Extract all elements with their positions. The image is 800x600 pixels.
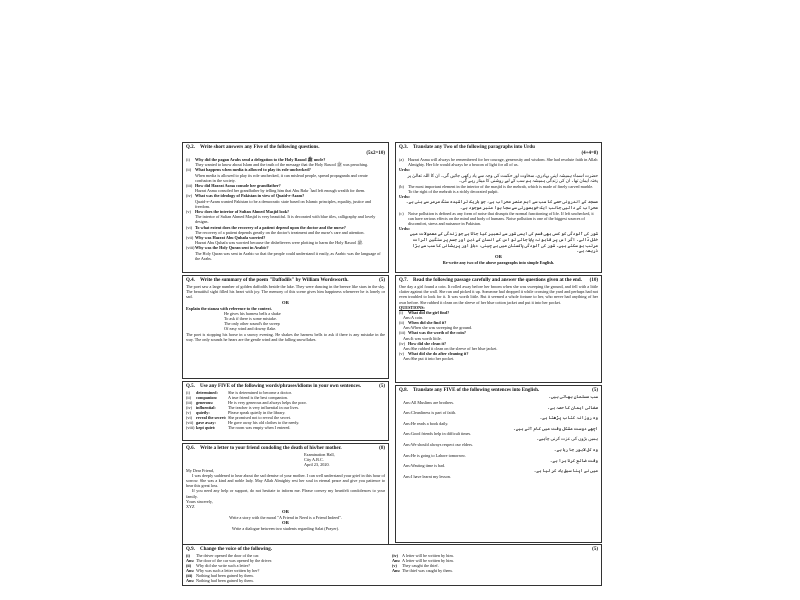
english-translation: He reads a book daily.: [411, 420, 449, 426]
question-number: Q.5.: [186, 384, 195, 389]
item-question: What was the worth of the coin?: [408, 330, 466, 336]
urdu-label: Urdu:: [399, 226, 410, 232]
item-number: (ii): [186, 167, 192, 173]
urdu-label: Urdu:: [399, 194, 410, 200]
q9-right-list: [392, 553, 598, 583]
urdu-sentence: سب مسلمان بھائی ہیں۔: [548, 394, 598, 399]
paragraph-item: [399, 184, 598, 194]
q4-section: [182, 275, 389, 379]
item-number: (iv): [186, 405, 193, 410]
vocab-word: determined:: [196, 390, 218, 395]
item-number: (i): [399, 310, 403, 316]
item-answer: Hazrat Abu Quhafa was worried because the disbelievers were plotting to harm the Holy Rasool ﷺ.: [195, 240, 364, 246]
or-divider: OR: [495, 253, 502, 259]
english-translation: Cleanliness is part of faith.: [411, 410, 457, 416]
item-number: (c): [399, 210, 404, 216]
answer-label: Ans:: [403, 335, 411, 341]
answer-sheet: [182, 142, 602, 600]
item-answer: It was worth little.: [411, 335, 442, 341]
item-question: How does the interior of Sultan Ahmed Masjid look?: [195, 209, 290, 215]
row-text: The driver opened the door of the car.: [196, 553, 260, 558]
item-answer: Hazrat Asma consoled her grandfather by telling him that Abu Bakr ؓ had left enough wealth for them.: [195, 188, 366, 194]
question-title: Write short answers any Five of the following questions.: [200, 145, 320, 150]
item-question: How did she clean it?: [408, 340, 447, 346]
vocab-word: influential:: [196, 405, 216, 410]
address-line: April 23, 2020.: [304, 462, 330, 468]
q6-header: [186, 446, 385, 452]
row-text: They caught the thief.: [402, 563, 439, 568]
urdu-sentence: اچھے دوست مشکل وقت میں کام آتے ہیں۔: [513, 425, 598, 431]
q3-items: [399, 157, 598, 254]
question-item: [186, 183, 385, 193]
or-divider: OR: [282, 509, 289, 515]
question-title: Use any FIVE of the following words/phrases/idioms in your own sentences.: [200, 384, 362, 389]
row-text: The door of the car was opened by the driver.: [196, 558, 273, 563]
question-marks: (5): [379, 384, 385, 389]
item-number: (i): [186, 390, 190, 395]
item-answer: She put it into her pocket.: [411, 356, 455, 362]
urdu-sentence: وہ روزانہ کتاب پڑھتا ہے۔: [539, 415, 598, 421]
question-number: Q.6.: [186, 446, 195, 451]
questions-label: QUESTIONS:: [399, 304, 425, 310]
vocab-word: gave away:: [196, 420, 216, 425]
urdu-label: Urdu:: [399, 167, 410, 173]
poem-line: Of easy wind and downy flake.: [224, 326, 277, 332]
item-number: (viii): [186, 425, 195, 430]
row-label: (v): [392, 563, 397, 568]
item-answer: A coin.: [411, 315, 424, 321]
poem-line: The only other sound's the sweep: [224, 321, 280, 327]
item-body: [195, 157, 385, 167]
or-divider: OR: [282, 299, 289, 305]
item-answer: When she was sweeping the ground.: [411, 325, 473, 331]
item-body: [195, 245, 385, 261]
row-label: Ans:: [392, 558, 401, 563]
address-line: Examination Hall,: [304, 452, 335, 457]
english-translation: He is going to Lahore tomorrow.: [411, 452, 466, 458]
item-number: (viii): [186, 245, 195, 251]
q7-section: [395, 275, 602, 383]
item-question: What did she do after cleaning it?: [408, 350, 469, 356]
answer-label: Ans:: [403, 463, 411, 469]
question-item: [186, 225, 385, 235]
q7-items: [399, 310, 598, 361]
item-body: [195, 235, 385, 245]
reading-passage: One day a girl found a coin. It rolled away before her broom when she was sweeping the ground, and fell with a little clatter against the wall. She ran and picked it up. Someone had dropped it while crossing the yard and perhaps had not even troubled to look for it. It was worth little. But it seemed a whole fortune to her, who never had anything of her own before. She rubbed it clean on the sleeve of her blue cotton jacket and put it into her pocket.: [399, 284, 598, 305]
row-label: (iv): [392, 553, 399, 558]
answer-label: Ans:: [403, 399, 411, 405]
vocab-sentence: She is determined to become a doctor.: [228, 390, 292, 395]
question-number: Q.9.: [186, 547, 195, 552]
row-label: Ans:: [392, 568, 401, 573]
item-question: How did Hazrat Asma console her grandfather?: [195, 183, 281, 189]
urdu-translation: حضرت اسماء ہمیشہ اپنی بہادری، سخاوت اور حکمت کی وجہ سے یاد رکھی جائیں گی۔ ان کا اللہ تعالیٰ پر پختہ ایمان تھا۔ ان کی زندگی ہمیشہ ہم سب کے لیے روشنی کا مینار رہے گی۔: [407, 172, 598, 184]
row-text: Why did she write such a letter?: [196, 563, 250, 568]
english-translation: I have learnt my lesson.: [411, 473, 451, 479]
question-title: Write a letter to your friend condoling the death of his/her mother.: [200, 446, 342, 451]
letter-body-1: I was deeply saddened to hear about the sad demise of your mother. I can well understand your grief in this hour of sorrow. She was a kind and noble lady. May Allah Almighty rest her soul in eternal peace and give you patience to bear this great loss.: [186, 472, 385, 489]
question-number: Q.3.: [399, 145, 408, 150]
item-answer-row: [399, 400, 598, 405]
item-answer: She rubbed it clean on the sleeve of her blue jacket.: [411, 345, 498, 351]
q2-items: [186, 157, 385, 261]
q9-columns: [186, 553, 598, 583]
vocab-sentence: A true friend is the best companion.: [228, 395, 288, 400]
english-translation: We should always respect our elders.: [411, 441, 473, 447]
row-label: (iii): [186, 573, 193, 578]
row-label: (i): [186, 553, 190, 558]
item-body: [195, 193, 385, 209]
vocab-sentence: He is very generous and always helps the poor.: [228, 400, 307, 405]
q5-items: [186, 390, 385, 430]
item-answer: When media is allowed to play its role unchecked, it can mislead people, spread propaganda and create confusion in the society.: [195, 172, 368, 183]
question-number: Q.4.: [186, 278, 195, 283]
item-question: What was the ideology of Pakistan in view of Quaid-e-Azam?: [195, 193, 305, 199]
answer-label: Ans:: [403, 345, 411, 351]
item-body: [195, 183, 385, 193]
row-label: (ii): [186, 563, 192, 568]
poem-line: He gives his harness bells a shake: [224, 310, 281, 316]
voice-row: [392, 568, 598, 573]
english-paragraph: Hazrat Asma will always be remembered for her courage, generosity and wisdom. She had resolute faith in Allah Almighty. Her life would always be a beacon of light for all of us.: [408, 157, 598, 168]
item-question: What did the girl find?: [408, 310, 450, 316]
vocab-word: quietly:: [196, 410, 210, 415]
item-number: (a): [399, 157, 404, 162]
question-item: [186, 167, 385, 183]
q9-left-list: [186, 553, 392, 583]
letter-salutation: My Dear Friend,: [186, 467, 215, 473]
item-number: (v): [186, 410, 191, 415]
q3-section: [395, 142, 602, 273]
item-answer-row: [399, 453, 598, 458]
alternative-question: Explain the stanza with reference to the context.: [186, 305, 272, 311]
letter-closing-2: XYZ: [186, 504, 195, 510]
answer-label: Ans:: [403, 410, 411, 416]
row-label: Ans:: [186, 558, 195, 563]
item-body: [195, 209, 385, 225]
item-body: [195, 167, 385, 183]
urdu-sentence: وہ کل لاہور جا رہا ہے۔: [553, 446, 598, 452]
item-answer: The interior of Sultan Ahmed Masjid is very beautiful. It is decorated with blue tiles, calligraphy and lovely designs.: [195, 214, 376, 225]
question-marks: (5x2=10): [366, 151, 385, 156]
row-label: Ans:: [186, 578, 195, 583]
question-marks: (4+4=8): [581, 151, 598, 156]
urdu-sentence: صفائی ایمان کا حصہ ہے۔: [547, 404, 598, 410]
item-answer-row: [399, 474, 598, 479]
letter-address: [186, 452, 385, 468]
question-item: [186, 209, 385, 225]
item-answer: The recovery of a patient depends greatly on the doctor's treatment and the nurse's care and attention.: [195, 229, 365, 235]
question-marks: (5): [592, 547, 598, 552]
q2-section: [182, 142, 389, 273]
item-number: (i): [186, 157, 190, 162]
vocab-sentence: He gave away his old clothes to the needy.: [228, 420, 300, 425]
item-question: What happens when media is allowed to play its role unchecked?: [195, 167, 311, 173]
row-text: A letter will be written by him.: [402, 553, 454, 558]
item-body: [195, 225, 385, 235]
q5-section: [182, 381, 389, 441]
question-title: Write the summary of the poem "Daffodils" by William Wordsworth.: [200, 278, 349, 283]
poem-summary: The poet saw a large number of golden daffodils beside the lake. They were dancing in the breeze like stars in the sky. The beautiful sight filled his heart with joy. The memory of this scene gives him happiness whenever he is lonely or sad.: [186, 284, 385, 300]
item-number: (iv): [399, 340, 406, 346]
question-marks: (5): [379, 278, 385, 283]
item-number: (v): [399, 350, 404, 356]
question-number: Q.2.: [186, 145, 195, 150]
paragraph-item: [399, 157, 598, 167]
urdu-translation: مسجد کے اندرونی حصے کا سب سے اہم عنصر محراب ہے، جو باریک تراشیدہ سنگ مرمر سے بنی ہے۔ محراب کے دائیں جانب ایک خوبصورتی سے سجا ہوا منبر موجود ہے۔: [405, 199, 598, 210]
vocab-sentence: The teacher is very influential in our lives.: [228, 405, 300, 410]
voice-row: [186, 578, 392, 583]
urdu-sentence: وقت ضائع کرنا برا ہے۔: [549, 457, 598, 463]
stanza-explanation: The poet is stopping his horse in a snowy evening. He shakes the harness bells to ask if there is any mistake in the way. The only sounds he hears are the gentle wind and the falling snowflakes.: [186, 331, 385, 342]
vocab-sentence: She promised not to reveal the secret.: [228, 415, 291, 420]
address-line: City A.B.C.: [304, 457, 324, 463]
q8-section: [395, 385, 602, 543]
item-answer: Quaid-e-Azam wanted Pakistan to be a democratic state based on Islamic principles, equality, justice and freedom.: [195, 198, 372, 209]
item-number: (iii): [186, 183, 193, 189]
answer-label: Ans:: [403, 315, 411, 321]
vocab-word: generous:: [196, 400, 214, 405]
vocab-word: reveal the secret:: [196, 415, 227, 420]
letter-closing-1: Yours sincerely,: [186, 498, 213, 504]
item-answer: The Holy Quran was sent in Arabic so that the people could understand it easily, as Arabic was the language of the Arabs.: [195, 250, 381, 261]
item-question: Why was the Holy Quran sent in Arabic?: [195, 245, 269, 251]
answer-label: Ans:: [403, 420, 411, 426]
question-title: Read the following passage carefully and answer the questions given at the end.: [413, 278, 582, 283]
question-title: Change the voice of the following.: [200, 547, 272, 552]
english-paragraph: The most important element in the interior of the masjid is the mehrab, which is made of finely carved marble. To the right of the mehrab is a richly decorated pulpit.: [408, 183, 594, 194]
question-item: [186, 245, 385, 261]
or-divider: OR: [282, 520, 289, 526]
question-title: Translate any Two of the following paragraphs into Urdu: [413, 145, 535, 150]
urdu-translation: شور کی آلودگی کو کسی بھی قسم کی ایسی شور سے تعبیر کیا جاتا ہے جو زندگی کے معمولات میں خلل ڈالے۔ اگر اس پر قابو نہ پایا جائے تو اس کے انسان کے ذہن اور جسم پر سنگین اثرات مرتب ہو سکتے ہیں۔ شور کی آلودگی پاکستان میں بے چینی، دباؤ اور پریشانی کا سب سے بڑا ذریعہ ہے۔: [409, 231, 598, 254]
alternative-question: Write a dialogue between two students regarding Salat (Prayer).: [231, 526, 340, 532]
item-number: (b): [399, 183, 404, 189]
question-marks: (8): [379, 446, 385, 451]
alternative-question: Write a story with the moral "A Friend in Need is a Friend Indeed".: [229, 515, 342, 521]
item-question: Why was Hazrat Abu Quhafa worried?: [195, 235, 266, 241]
question-item: [186, 193, 385, 209]
answer-label: Ans:: [403, 325, 411, 331]
question-marks: (10): [589, 278, 598, 283]
q8-items: [399, 394, 598, 479]
urdu-sentence: میں نے اپنا سبق یاد کر لیا ہے۔: [533, 468, 598, 474]
question-item: [186, 235, 385, 245]
item-answer-row: [399, 356, 598, 361]
english-paragraph: Noise pollution is defined as any form of noise that disrupts the normal functioning of life. If left unchecked, it can have serious effects on the mind and body of humans. Noise pollution is one of the biggest sources of discomfort, stress and nuisance in Pakistan.: [408, 210, 594, 226]
vocab-sentence: Please speak quietly in the library.: [228, 410, 286, 415]
answer-label: Ans:: [403, 452, 411, 458]
english-translation: All Muslims are brothers.: [411, 399, 455, 405]
english-translation: Wasting time is bad.: [411, 463, 446, 469]
row-text: Nothing had been gained by them.: [196, 578, 254, 583]
row-text: The thief was caught by them.: [402, 568, 453, 573]
item-number: (vi): [186, 224, 193, 230]
question-marks: (5): [592, 388, 598, 393]
item-question: When did she find it?: [408, 320, 447, 326]
answer-label: Ans:: [403, 356, 411, 362]
item-number: (vii): [186, 235, 194, 241]
vocab-word: kept quiet:: [196, 425, 216, 430]
urdu-sentence: ہمیں بڑوں کی عزت کرنی چاہیے۔: [536, 436, 598, 442]
poem-line: To ask if there is some mistake.: [224, 316, 277, 322]
item-number: (ii): [186, 395, 192, 400]
question-number: Q.8.: [399, 388, 408, 393]
item-number: (ii): [399, 320, 405, 326]
row-text: Why was such a letter written by her?: [196, 568, 260, 573]
item-question: Why did the pagan Arabs send a delegation to the Holy Rasool ﷺ uncle?: [195, 157, 326, 162]
item-number: (v): [186, 209, 191, 215]
english-translation: Good friends help in difficult times.: [411, 431, 472, 437]
vocab-sentence: The room was empty when I entered.: [228, 425, 291, 430]
right-column: [395, 142, 602, 545]
q6-section: [182, 443, 389, 545]
item-answer: They wanted to know about Islam and the truth of the message that the Holy Rasool ﷺ was preaching.: [195, 162, 369, 168]
vocab-word: companion:: [196, 395, 218, 400]
item-question: To what extent does the recovery of a patient depend upon the doctor and the nurse?: [195, 224, 346, 230]
row-text: A letter will be written by him.: [402, 558, 454, 563]
question-title: Translate any FIVE of the following sentences into English.: [413, 388, 540, 393]
answer-label: Ans:: [403, 441, 411, 447]
poem-stanza: [186, 311, 385, 332]
letter-body-2: If you need any help or support, do not hesitate to inform me. Please convey my heartfelt condolences to your family.: [186, 488, 385, 499]
q2-header: [186, 145, 385, 151]
answer-label: Ans:: [403, 473, 411, 479]
row-label: Ans:: [186, 568, 195, 573]
item-number: (iii): [399, 330, 406, 336]
question-number: Q.7.: [399, 278, 408, 283]
vocab-item: [186, 425, 385, 430]
q3-header: [399, 145, 598, 151]
answer-label: Ans:: [403, 431, 411, 437]
paragraph-item: [399, 211, 598, 227]
alternative-question: Re-write any two of the above paragraphs into simple English.: [442, 259, 555, 265]
item-number: (iv): [186, 193, 193, 199]
row-text: Nothing had been gained by them.: [196, 573, 254, 578]
q9-section: [182, 544, 602, 586]
item-number: (vi): [186, 415, 193, 420]
item-number: (vii): [186, 420, 194, 425]
question-item: [186, 157, 385, 167]
left-column: [182, 142, 389, 547]
item-number: (iii): [186, 400, 193, 405]
